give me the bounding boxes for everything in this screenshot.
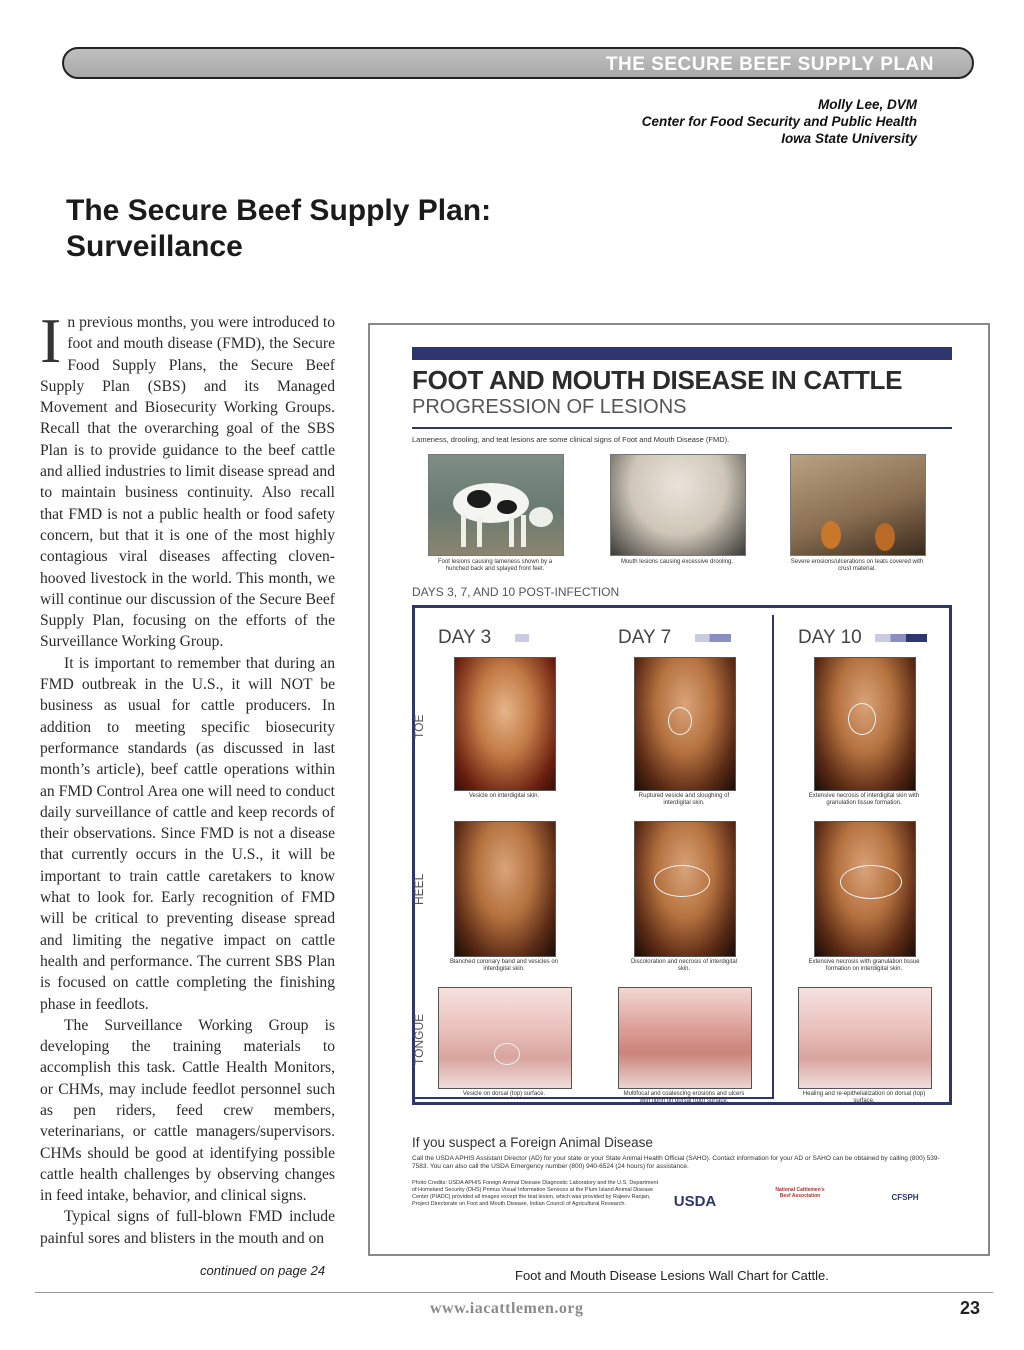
fmd-wall-chart bbox=[368, 323, 990, 1256]
photo-heel-day3 bbox=[454, 821, 556, 957]
paragraph-1-text: n previous months, you were introduced to foot and mouth disease (FMD), the Secure Food Supply Plans, the Secure Beef Supply Plan (SBS) and its Managed Movement and Biosecurity Working Groups. Recall that the overarching goal of the SBS Plan is to provide guidance to the beef cattle and allied industries to limit disease spread and to maintain business continuity. Also recall that FMD is not a public health or food safety concern, but that it is one of the most highly contagious viral diseases affecting cloven-hooved livestock in the world. This month, we will continue our discussion of the Secure Beef Supply Plan, focusing on the efforts of the Surveillance Working Group. bbox=[40, 314, 335, 651]
continued-note: continued on page 24 bbox=[200, 1263, 326, 1278]
caption-drooling: Mouth lesions causing excessive drooling. bbox=[620, 559, 734, 565]
cfsph-logo: CFSPH bbox=[891, 1193, 919, 1202]
caption-toe-day7: Ruptured vesicle and sloughing of interdigital skin. bbox=[638, 793, 730, 806]
article-title bbox=[66, 193, 491, 265]
paragraph-4: Typical signs of full-blown FMD include painful sores and blisters in the mouth and on bbox=[40, 1208, 335, 1247]
day-3-label: DAY 3 bbox=[438, 627, 492, 648]
lesion-marker-heel-day7 bbox=[654, 865, 710, 897]
paragraph-3: The Surveillance Working Group is developing the training materials to accomplish this task. Cattle Health Monitors, or CHMs, may include feedlot personnel such as pen riders, feed crew members, veterinarians, or cattle managers/supervisors. CHMs should be good at identifying possible cattle health challenges by observing changes in feed intake, behavior, and clinical signs. bbox=[40, 1016, 335, 1205]
day-7-swatch bbox=[695, 634, 731, 642]
photo-teat-lesions bbox=[790, 454, 926, 556]
footer-url[interactable]: www.iacattlemen.org bbox=[430, 1300, 584, 1317]
caption-heel-day3: Blanched coronary band and vesicles on interdigital skin. bbox=[449, 959, 559, 972]
lesion-marker-heel-day10 bbox=[840, 865, 902, 899]
photo-lame-cow bbox=[428, 454, 564, 556]
page-number: 23 bbox=[959, 1298, 980, 1318]
caption-heel-day10: Extensive necrosis with granulation tissue formation on interdigital skin. bbox=[808, 959, 920, 972]
poster-intro: Lameness, drooling, and teat lesions are some clinical signs of Foot and Mouth Disease (FMD). bbox=[412, 435, 730, 444]
photo-drooling-mouth bbox=[610, 454, 746, 556]
row-label-tongue: TONGUE bbox=[412, 1013, 426, 1065]
day-10-swatch bbox=[875, 634, 927, 642]
day-10-label: DAY 10 bbox=[798, 627, 862, 648]
photo-tongue-day7 bbox=[618, 987, 752, 1089]
section-banner bbox=[62, 47, 974, 79]
day-3-swatch bbox=[515, 634, 529, 642]
poster-subtitle: PROGRESSION OF LESIONS bbox=[412, 396, 687, 418]
paragraph-2: It is important to remember that during an FMD outbreak in the U.S., it will NOT be business as usual for cattle producers. In addition to meeting specific biosecurity performance standards (as discussed in last month’s article), beef cattle operations within an FMD Control Area one will need to conduct daily surveillance of cattle and keep records of their observations. Since FMD is not a disease that currently occurs in the U.S., it will be important to train cattle caretakers to know what to look for. Early recognition of FMD will be critical to preventing disease spread and limiting the negative impact on cattle health and performance. The current SBS Plan is focused on cattle completing the finishing phase in feedlots. bbox=[40, 654, 335, 1013]
row-label-heel: HEEL bbox=[412, 873, 426, 905]
photo-tongue-day3 bbox=[438, 987, 572, 1089]
teat-icon bbox=[791, 455, 925, 555]
usda-logo: USDA bbox=[673, 1193, 717, 1210]
photo-toe-day3 bbox=[454, 657, 556, 791]
lesion-marker-tongue-day3 bbox=[494, 1043, 520, 1065]
poster-title: FOOT AND MOUTH DISEASE IN CATTLE bbox=[412, 365, 903, 395]
caption-tongue-day10: Healing and re-epithelialization on dorsal (top) surface. bbox=[802, 1091, 926, 1104]
lesion-marker-toe-day7 bbox=[668, 707, 692, 735]
suspect-heading: If you suspect a Foreign Animal Disease bbox=[412, 1135, 653, 1150]
ncba-logo: National Cattlemen's Beef Association bbox=[775, 1187, 825, 1199]
caption-toe-day3: Vesicle on interdigital skin. bbox=[468, 793, 540, 799]
article-title-line2: Surveillance bbox=[66, 230, 243, 263]
caption-lame-cow: Foot lesions causing lameness shown by a hunched back and splayed front feet. bbox=[437, 559, 553, 572]
lesion-marker-toe-day10 bbox=[848, 703, 876, 735]
photo-credits: Photo Credits: USDA APHIS Foreign Animal Disease Diagnostic Laboratory and the U.S. Department of Homeland Security (DHS) Primus Visual Information Services at the Plum Island Animal Disease Center (PIADC) provided all images except the teat lesion, which was provided by Rajeev Ranjan, Project Directorate on Foot and Mouth Disease, Indian Council of Agricultural Research. bbox=[412, 1180, 659, 1207]
cow-icon bbox=[429, 455, 563, 555]
caption-tongue-day7: Multifocal and coalescing erosions and ulcers with fibrin on dorsal (top) surface. bbox=[623, 1091, 745, 1104]
day-7-label: DAY 7 bbox=[618, 627, 672, 648]
drop-cap: I bbox=[40, 305, 62, 376]
photo-tongue-day10 bbox=[798, 987, 932, 1089]
caption-tongue-day3: Vesicle on dorsal (top) surface. bbox=[462, 1091, 546, 1097]
poster-top-bar bbox=[412, 347, 952, 360]
section-title: THE SECURE BEEF SUPPLY PLAN bbox=[605, 54, 934, 75]
caption-toe-day10: Extensive necrosis of interdigital skin with granulation tissue formation. bbox=[808, 793, 920, 806]
figure-caption: Foot and Mouth Disease Lesions Wall Chart for Cattle. bbox=[515, 1268, 829, 1283]
byline bbox=[642, 96, 917, 147]
article-body bbox=[40, 305, 335, 1249]
row-label-toe: TOE bbox=[412, 714, 426, 739]
suspect-text: Call the USDA APHIS Assistant Director (AD) for your state or your State Animal Health Official (SAHO). Contact information for your AD or SAHO can be obtained by calling (800) 539-7583. You can also call the USDA Emergency number (800) 940-6524 (24 hours) for assistance. bbox=[412, 1155, 940, 1170]
paragraph-1 bbox=[40, 305, 335, 653]
author-name: Molly Lee, DVM bbox=[817, 97, 917, 112]
caption-teat: Severe erosions/ulcerations on teats covered with crust material. bbox=[790, 559, 924, 572]
author-university: Iowa State University bbox=[781, 131, 917, 146]
caption-heel-day7: Discoloration and necrosis of interdigital skin. bbox=[630, 959, 738, 972]
article-title-line1: The Secure Beef Supply Plan: bbox=[66, 194, 492, 227]
poster-rule bbox=[412, 427, 952, 429]
footer-rule bbox=[35, 1292, 993, 1293]
days-heading: DAYS 3, 7, AND 10 POST-INFECTION bbox=[412, 585, 620, 599]
author-affiliation: Center for Food Security and Public Health bbox=[641, 114, 917, 129]
